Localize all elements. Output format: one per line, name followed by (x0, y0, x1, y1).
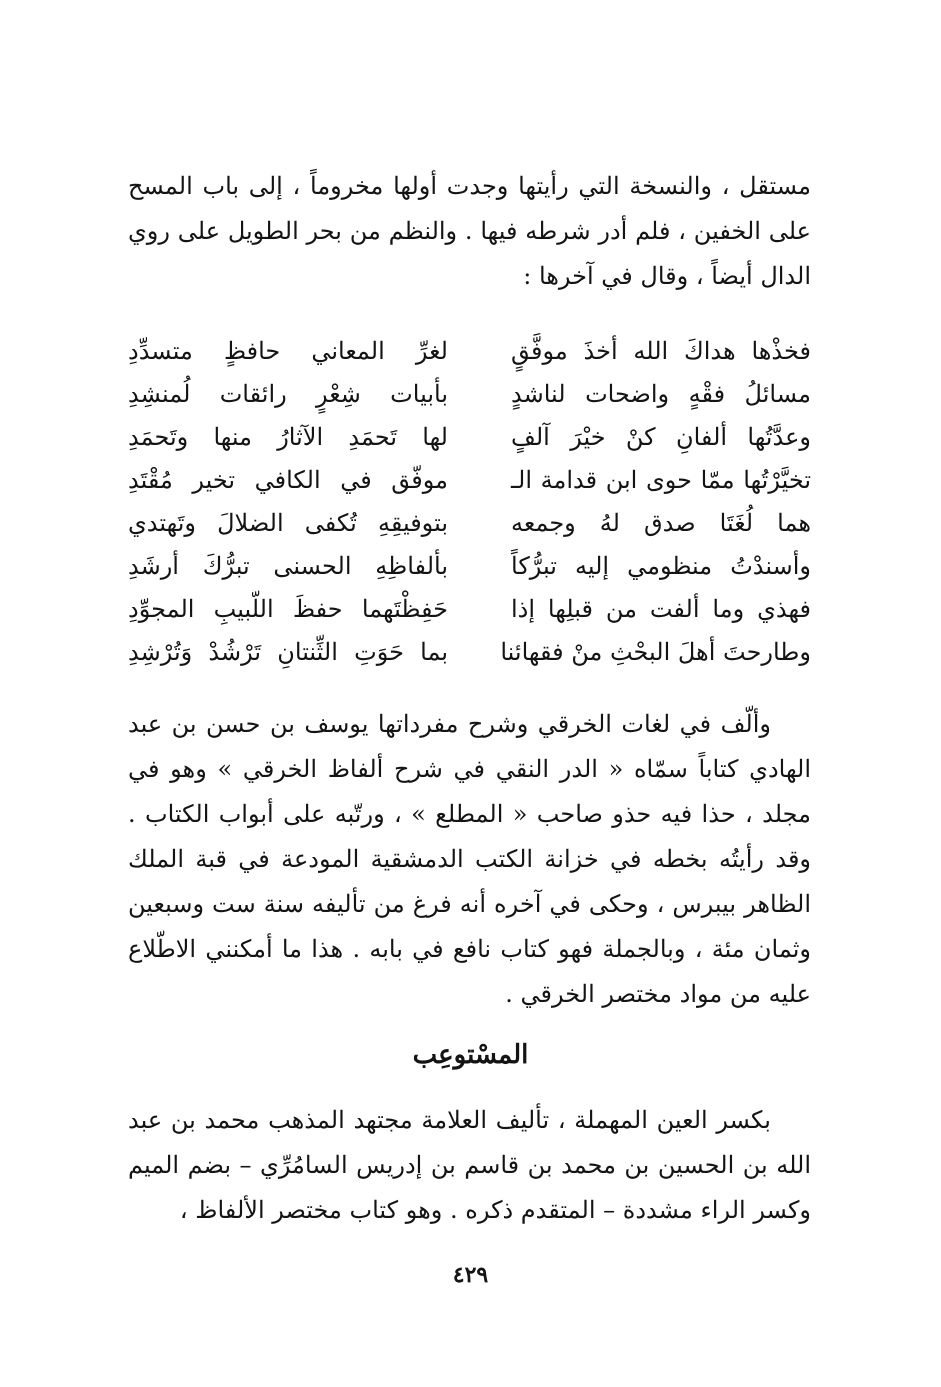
poem-verse (128, 588, 811, 631)
verse-first-hemistich: فخذْها هداكَ الله أخذَ موفَّقٍ (511, 337, 811, 365)
verse-second-hemistich: بألفاظِهِ الحسنى تبرُّكَ أرشَدِ (128, 552, 448, 580)
poem-verse (128, 545, 811, 588)
verse-second-hemistich: بما حَوَتِ الثِّنتانِ تَرْشُدْ وَتُرْشِدِ (128, 638, 448, 666)
poem-verse (128, 459, 811, 502)
verse-first-hemistich: مسائلُ فقْهٍ واضحات لناشدٍ (511, 380, 811, 408)
verse-second-hemistich: بتوفيقِهِ تُكفى الضلالَ وتَهتدي (128, 509, 448, 537)
verse-first-hemistich: وعدَّتُها ألفانِ كنْ خيْرَ آلفٍ (511, 423, 811, 451)
page-number: ٤٢٩ (452, 1262, 489, 1288)
verse-second-hemistich: لغرِّ المعاني حافظٍ متسدِّدِ (128, 337, 448, 365)
paragraph-intro: مستقل ، والنسخة التي رأيتها وجدت أولها مخروماً ، إلى باب المسح على الخفين ، فلم أدر شرطه فيها . والنظم من بحر الطويل على روي الدال أيضاً ، وقال في آخرها : (128, 172, 812, 290)
verse-first-hemistich: وأسندْتُ منظومي إليه تبرُّكاً (511, 552, 811, 580)
poem-verse (128, 631, 811, 674)
verse-first-hemistich: تخيَّرْتُها ممّا حوى ابن قدامة الـ (511, 466, 811, 494)
paragraph-mustawib: بكسر العين المهملة ، تأليف العلامة مجتهد المذهب محمد بن عبد الله بن الحسين بن محمد بن قاسم بن إدريس السامُرِّي – بضم الميم وكسر الراء مشددة – المتقدم ذكره . وهو كتاب مختصر الألفاظ ، (128, 1106, 811, 1224)
verse-second-hemistich: لها تَحمَدِ الآثارُ منها وتَحمَدِ (128, 423, 448, 451)
verse-second-hemistich: حَفِظْتَهما حفظَ اللّبيبِ المجوِّدِ (128, 595, 448, 623)
poem-verse (128, 502, 811, 545)
verse-second-hemistich: بأبيات شِعْرٍ رائقات لُمنشِدِ (128, 380, 448, 408)
verse-second-hemistich: موفّق في الكافي تخير مُقْتَدِ (128, 466, 448, 494)
poem-verse (128, 416, 811, 459)
verse-first-hemistich: فهذي وما ألفت من قبلِها إذا (511, 595, 811, 623)
poem-verse (128, 373, 811, 416)
verse-first-hemistich: وطارحتَ أهلَ البحْثِ منْ فقهائنا (500, 638, 811, 666)
paragraph-durr-naqi: وألّف في لغات الخرقي وشرح مفرداتها يوسف بن حسن بن عبد الهادي كتاباً سمّاه « الدر النقي في شرح ألفاظ الخرقي » وهو في مجلد ، حذا فيه حذو صاحب « المطلع » ، ورتّبه على أبواب الكتاب . وقد رأيتُه بخطه في خزانة الكتب الدمشقية المودعة في قبة الملك الظاهر بيبرس ، وحكى في آخره أنه فرغ من تأليفه سنة ست وسبعين وثمان مئة ، وبالجملة فهو كتاب نافع في بابه . هذا ما أمكنني الاطّلاع عليه من مواد مختصر الخرقي . (128, 710, 812, 1008)
poem-block (128, 330, 811, 675)
verse-first-hemistich: هما لُغَتَا صدق لهُ وجمعه (511, 509, 811, 537)
section-heading: المسْتوعِب (412, 1040, 529, 1070)
poem-verse (128, 330, 811, 373)
